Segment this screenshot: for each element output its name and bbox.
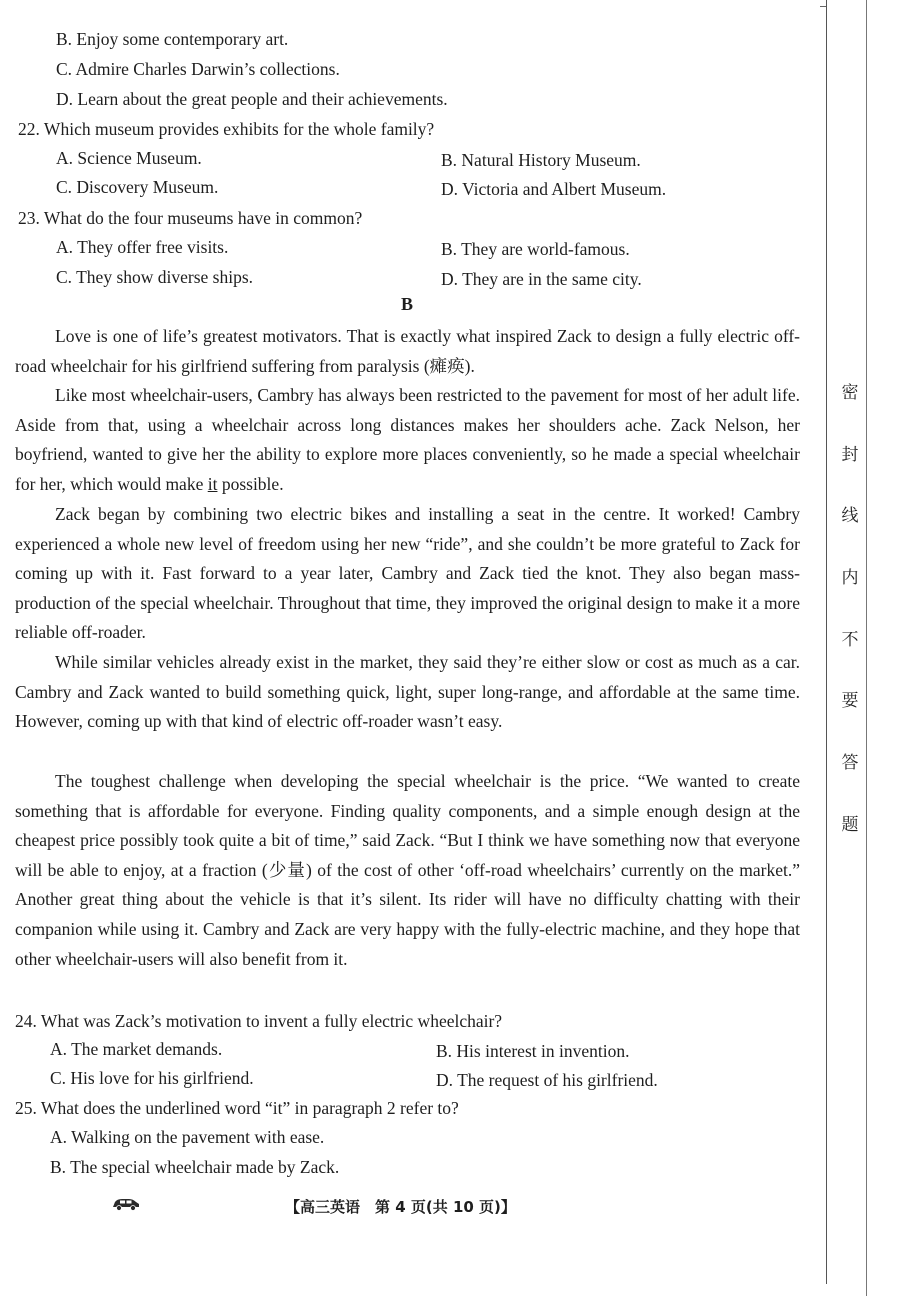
page-footer: 【高三英语 第 4 页(共 10 页)】	[285, 1198, 516, 1216]
q25-option-b: B. The special wheelchair made by Zack.	[50, 1157, 340, 1177]
seal-char: 内	[841, 568, 859, 589]
section-b-heading: B	[401, 294, 414, 314]
q23-option-b: B. They are world-famous.	[441, 239, 630, 259]
q21-option-c: C. Admire Charles Darwin’s collections.	[56, 59, 340, 79]
outer-margin-line	[866, 0, 867, 1296]
q23-option-c: C. They show diverse ships.	[56, 267, 254, 287]
q24-option-d: D. The request of his girlfriend.	[436, 1070, 658, 1090]
seal-char: 密	[841, 383, 859, 403]
passage-paragraph-5: The toughest challenge when developing the special wheelchair is the price. “We wanted to create something that is affordable for everyone. Finding quality components, and a simple enough design at the cheapest price possibly took quite a bit of time,” said Zack. “But I think we have something now that everyone will be able to enjoy, at a fraction (少量) of the cost of other ‘off-road wheelchairs’ currently on the market.” Another great thing about the vehicle is that it’s silent. Its rider will have no difficulty chatting with their companion while using it. Cambry and Zack are very happy with the fully-electric machine, and they hope that other wheelchair-users will also benefit from it.	[15, 771, 800, 969]
seal-char: 要	[841, 691, 859, 712]
passage-paragraph-2	[15, 381, 800, 499]
seal-char: 不	[841, 629, 859, 650]
seal-char: 答	[841, 753, 859, 774]
seal-line	[826, 0, 827, 1284]
q24-option-c: C. His love for his girlfriend.	[50, 1068, 254, 1088]
seal-line-notice	[838, 378, 862, 872]
passage-paragraph-3: Zack began by combining two electric bikes and installing a seat in the centre. It worked! Cambry experienced a whole new level of freedom using her new “ride”, and she couldn’t be more grateful to Zack for coming up with it. Fast forward to a year later, Cambry and Zack tied the knot. They also began mass-production of the special wheelchair. Throughout that time, they improved the original design to make it a more reliable off-roader.	[15, 504, 800, 643]
q23-option-a: A. They offer free visits.	[56, 237, 229, 257]
q24-stem: 24. What was Zack’s motivation to invent a fully electric wheelchair?	[15, 1011, 503, 1031]
q23-option-d: D. They are in the same city.	[441, 269, 642, 289]
q22-option-d: D. Victoria and Albert Museum.	[441, 179, 667, 199]
paragraph-2-end: possible.	[217, 473, 284, 494]
seal-char: 封	[841, 444, 859, 465]
car-icon	[111, 1196, 141, 1217]
q21-option-d: D. Learn about the great people and their achievements.	[56, 89, 448, 109]
q25-option-a: A. Walking on the pavement with ease.	[50, 1127, 325, 1147]
passage-paragraph-1: Love is one of life’s greatest motivators. That is exactly what inspired Zack to design a fully electric off-road wheelchair for his girlfriend suffering from paralysis (瘫痪).	[15, 326, 800, 376]
seal-char: 线	[841, 506, 859, 527]
q25-stem: 25. What does the underlined word “it” in paragraph 2 refer to?	[15, 1098, 459, 1118]
seal-char: 题	[841, 814, 859, 835]
q24-option-a: A. The market demands.	[50, 1039, 223, 1059]
q21-option-b: B. Enjoy some contemporary art.	[56, 29, 289, 49]
underlined-word-it: it	[207, 473, 218, 494]
passage-paragraph-4: While similar vehicles already exist in the market, they said they’re either slow or cost as much as a car. Cambry and Zack wanted to build something quick, light, super long-range, and affordable at the same time. However, coming up with that kind of electric off-roader wasn’t easy.	[15, 652, 800, 732]
q22-option-a: A. Science Museum.	[56, 148, 202, 168]
q22-option-b: B. Natural History Museum.	[441, 150, 641, 170]
q22-option-c: C. Discovery Museum.	[56, 177, 219, 197]
q22-stem: 22. Which museum provides exhibits for the whole family?	[18, 119, 435, 139]
q24-option-b: B. His interest in invention.	[436, 1041, 630, 1061]
paragraph-2-text: Like most wheelchair-users, Cambry has always been restricted to the pavement for most of her adult life. Aside from that, using a wheelchair across long distances makes her shoulders ache. Zack Nelson, her boyfriend, wanted to give her the ability to explore more places conveniently, so he made a special wheelchair for her, which would make	[15, 385, 800, 494]
q23-stem: 23. What do the four museums have in common?	[18, 208, 363, 228]
